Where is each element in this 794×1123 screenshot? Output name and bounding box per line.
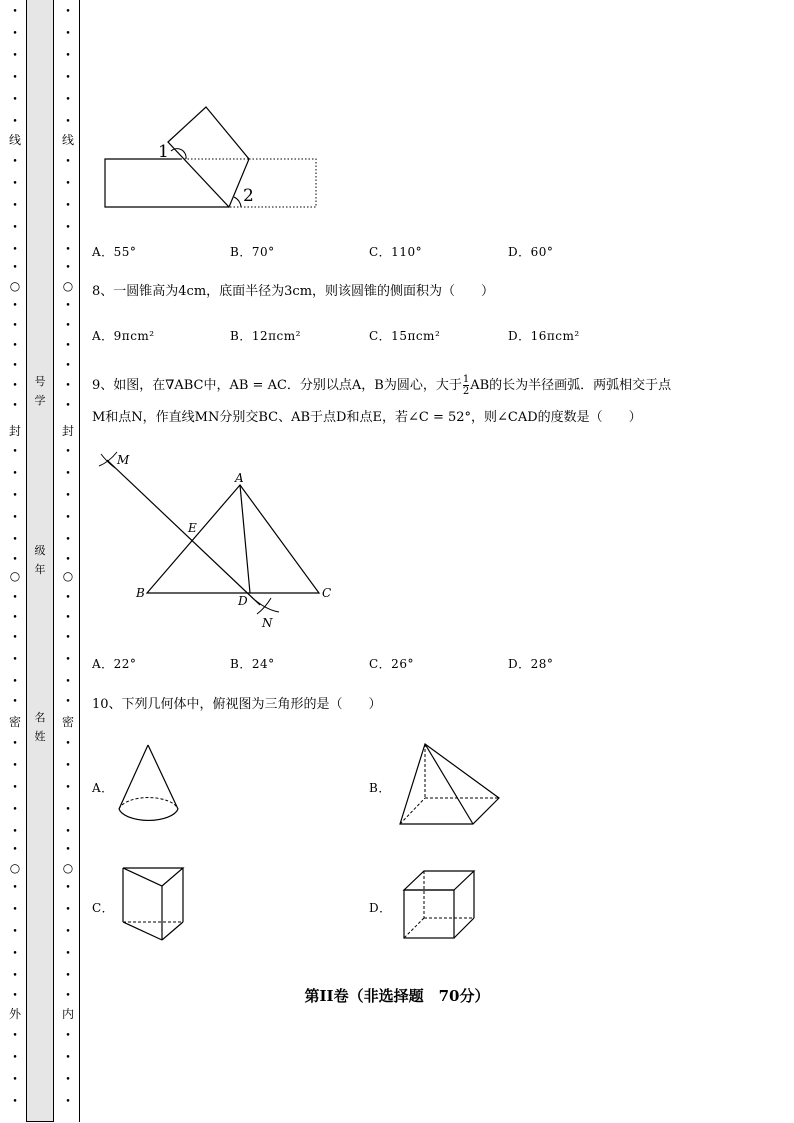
q10-option-c[interactable]: C． bbox=[92, 901, 115, 915]
inner-dotted-column: • • • • • • 线 • • • • • • ○ • • • • • • 封 • • • • • • ○ • • • • • • 密 • • • • • • ○ • • • • • • 内 • • • • bbox=[55, 0, 81, 1123]
q7-option-a[interactable]: A．55° bbox=[92, 245, 137, 259]
q9-text-a: 9、如图，在∇ABC中，AB = AC．分别以点A，B为圆心，大于 bbox=[92, 378, 462, 393]
q7-option-d[interactable]: D．60° bbox=[508, 245, 554, 259]
q8-option-b[interactable]: B．12πcm² bbox=[230, 329, 301, 343]
outer-mark: ○ bbox=[9, 569, 21, 583]
angle-2-label: 2 bbox=[243, 186, 254, 206]
q9-stem-line1 bbox=[92, 374, 671, 397]
q8-option-d[interactable]: D．16πcm² bbox=[508, 329, 580, 343]
q7-option-c[interactable]: C．110° bbox=[369, 245, 423, 259]
q8-option-a[interactable]: A．9πcm² bbox=[92, 329, 155, 343]
point-m-label: M bbox=[117, 453, 130, 467]
q10-stem: 10、下列几何体中，俯视图为三角形的是（ ） bbox=[92, 697, 382, 712]
inner-mark: 封 bbox=[61, 424, 74, 438]
cube-figure bbox=[398, 866, 480, 944]
q9-option-c[interactable]: C．26° bbox=[369, 657, 414, 671]
inner-mark: 内 bbox=[61, 1007, 74, 1021]
q9-figure bbox=[95, 450, 345, 635]
fraction-denominator: 2 bbox=[462, 386, 470, 397]
prism-figure bbox=[118, 862, 190, 944]
q8-stem: 8、一圆锥高为4cm，底面半径为3cm，则该圆锥的侧面积为（ ） bbox=[92, 284, 495, 299]
q10-option-a[interactable]: A． bbox=[92, 781, 114, 795]
q10-option-b[interactable]: B． bbox=[369, 781, 391, 795]
q7-figure bbox=[100, 100, 330, 215]
point-a-label: A bbox=[235, 471, 244, 485]
fraction-numerator: 1 bbox=[462, 374, 470, 385]
outer-mark: ○ bbox=[9, 279, 21, 293]
outer-mark: ○ bbox=[9, 861, 21, 875]
angle-1-label: 1 bbox=[158, 142, 169, 162]
inner-mark: ○ bbox=[62, 279, 74, 293]
q7-option-b[interactable]: B．70° bbox=[230, 245, 275, 259]
info-strip bbox=[26, 0, 54, 1122]
section-ii-title: 第II卷（非选择题 70分） bbox=[304, 987, 490, 1005]
inner-border-line bbox=[79, 0, 80, 1122]
point-e-label: E bbox=[188, 521, 197, 535]
outer-mark: 外 bbox=[8, 1007, 21, 1021]
strip-label-student-number: 号 学 bbox=[34, 375, 46, 407]
q10-option-d[interactable]: D． bbox=[369, 901, 392, 915]
inner-mark: ○ bbox=[62, 569, 74, 583]
point-d-label: D bbox=[238, 594, 248, 608]
strip-label-name: 名 姓 bbox=[34, 711, 46, 743]
inner-mark: 密 bbox=[61, 715, 74, 729]
q9-option-b[interactable]: B．24° bbox=[230, 657, 275, 671]
point-c-label: C bbox=[322, 586, 332, 600]
q9-option-d[interactable]: D．28° bbox=[508, 657, 554, 671]
inner-mark: ○ bbox=[62, 861, 74, 875]
q9-fraction bbox=[463, 374, 469, 397]
cone-figure bbox=[110, 740, 190, 832]
outer-mark: 线 bbox=[8, 133, 21, 147]
pyramid-figure bbox=[395, 740, 505, 830]
outer-dotted-column: • • • • • • 线 • • • • • • ○ • • • • • • 封 • • • • • • ○ • • • • • • 密 • • • • • • ○ • • • • • • 外 • • • • bbox=[2, 0, 28, 1123]
q9-text-b: AB的长为半径画弧．两弧相交于点 bbox=[470, 378, 672, 393]
point-n-label: N bbox=[262, 616, 273, 630]
inner-mark: 线 bbox=[61, 133, 74, 147]
strip-label-grade: 级 年 bbox=[34, 544, 46, 576]
q9-stem-line2: M和点N，作直线MN分别交BC、AB于点D和点E，若∠C = 52°，则∠CAD的度数是（ ） bbox=[92, 410, 642, 425]
outer-mark: 封 bbox=[8, 424, 21, 438]
q9-option-a[interactable]: A．22° bbox=[92, 657, 137, 671]
q8-option-c[interactable]: C．15πcm² bbox=[369, 329, 441, 343]
outer-mark: 密 bbox=[8, 715, 21, 729]
point-b-label: B bbox=[136, 586, 145, 600]
